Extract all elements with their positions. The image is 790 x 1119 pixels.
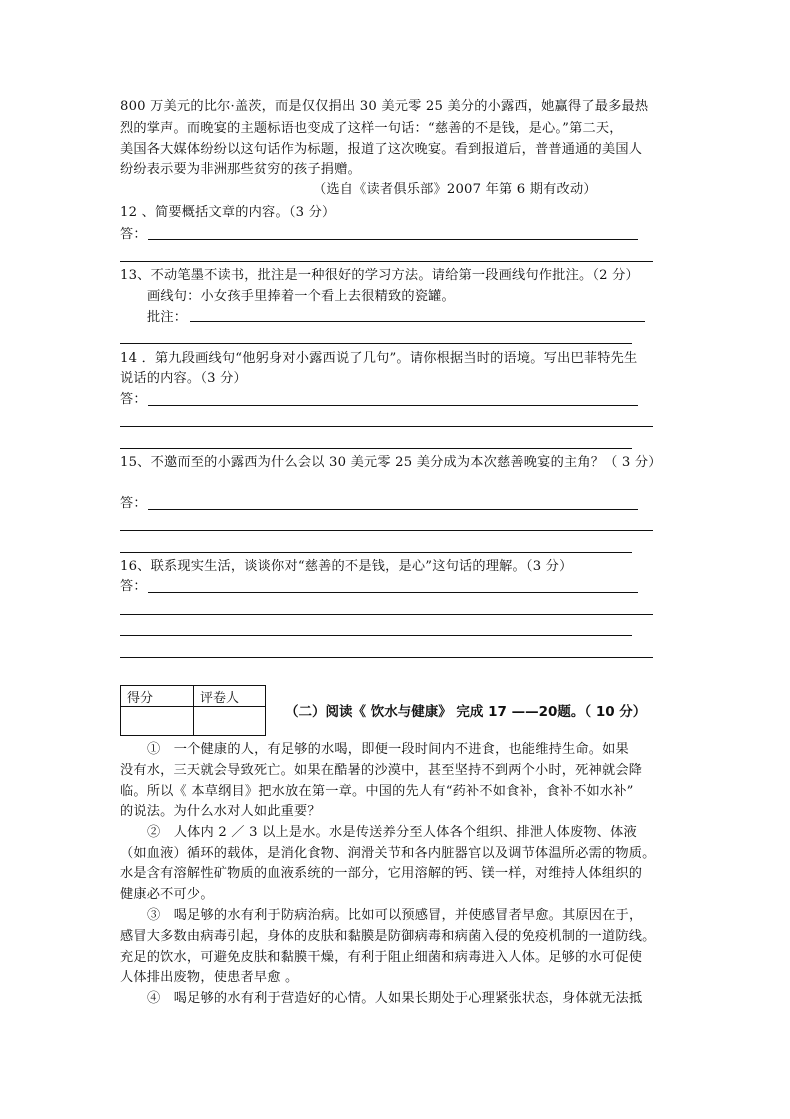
answer-line[interactable] — [120, 448, 632, 449]
answer-line[interactable] — [120, 530, 653, 531]
answer-label: 答： — [120, 227, 147, 242]
passage2-line: 临。所以《 本草纲目》把水放在第一章。中国的先人有“药补不如食补，食补不如水补” — [120, 784, 634, 799]
passage-line: 美国各大媒体纷纷以这句话作为标题，报道了这次晚宴。看到报道后，普普通通的美国人 — [120, 142, 643, 157]
passage2-line: ④ 喝足够的水有利于营造好的心情。人如果长期处于心理紧张状态，身体就无法抵 — [147, 991, 643, 1006]
answer-label: 答： — [120, 392, 147, 407]
answer-line[interactable] — [120, 343, 632, 344]
passage2-line: ① 一个健康的人，有足够的水喝，即便一段时间内不进食，也能维持生命。如果 — [147, 742, 629, 757]
question-15: 15、不邀而至的小露西为什么会以 30 美元零 25 美分成为本次慈善晚宴的主角？（ 3 分） — [120, 455, 662, 470]
answer-label: 答： — [120, 579, 147, 594]
answer-line[interactable] — [120, 614, 653, 615]
answer-line[interactable] — [148, 239, 638, 240]
answer-line[interactable] — [120, 426, 653, 427]
answer-line[interactable] — [148, 592, 638, 593]
answer-line[interactable] — [120, 635, 632, 636]
section-2-title: （二）阅读《 饮水与健康》 完成 17 ——20题。（ 10 分） — [285, 704, 647, 720]
passage2-line: ② 人体内 2 ／ 3 以上是水。水是传送养分至人体各个组织、排泄人体废物、体液 — [147, 825, 637, 840]
question-13: 13、不动笔墨不读书，批注是一种很好的学习方法。请给第一段画线句作批注。（2 分） — [120, 268, 639, 283]
passage-line: 烈的掌声。而晚宴的主题标语也变成了这样一句话：“慈善的不是钱，是心。”第二天， — [120, 121, 623, 136]
answer-label: 答： — [120, 496, 147, 511]
answer-line[interactable] — [148, 509, 638, 510]
grader-cell[interactable] — [194, 707, 266, 736]
passage2-line: 没有水，三天就会导致死亡。如果在酷暑的沙漠中，甚至坚持不到两个小时，死神就会降 — [120, 763, 643, 778]
answer-line[interactable] — [120, 261, 653, 262]
passage2-line: 健康必不可少。 — [120, 887, 214, 902]
passage2-line: 充足的饮水，可避免皮肤和黏膜干燥，有利于阻止细菌和病毒进入人体。足够的水可促使 — [120, 950, 643, 965]
source-note: （选自《读者俱乐部》2007 年第 6 期有改动） — [313, 182, 597, 197]
passage2-line: 的说法。为什么水对人如此重要？ — [120, 804, 321, 819]
question-16: 16、联系现实生活，谈谈你对“慈善的不是钱，是心”这句话的理解。（3 分） — [120, 559, 573, 574]
passage2-line: ③ 喝足够的水有利于防病治病。比如可以预感冒，并使感冒者早愈。其原因在于， — [147, 908, 643, 923]
question-14-cont: 说话的内容。（3 分） — [120, 371, 247, 386]
passage2-line: 感冒大多数由病毒引起，身体的皮肤和黏膜是防御病毒和病菌入侵的免疫机制的一道防线。 — [120, 929, 656, 944]
passage2-line: 人体排出废物，使患者早愈 。 — [120, 970, 299, 985]
passage-line: 800 万美元的比尔·盖茨，而是仅仅捐出 30 美元零 25 美分的小露西，她赢得了最多最热 — [120, 99, 649, 114]
annotation-label: 批注： — [147, 310, 188, 325]
underlined-sentence: 画线句：小女孩手里捧着一个看上去很精致的瓷罐。 — [147, 289, 455, 304]
answer-line[interactable] — [120, 657, 653, 658]
annotation-line[interactable] — [190, 321, 645, 322]
question-14: 14 ．第九段画线句“他躬身对小露西说了几句”。请你根据当时的语境。写出巴菲特先生 — [120, 351, 638, 366]
score-table — [120, 685, 266, 736]
answer-line[interactable] — [120, 552, 632, 553]
passage2-line: 水是含有溶解性矿物质的血液系统的一部分，它用溶解的钙、镁一样，对维持人体组织的 — [120, 866, 643, 881]
passage2-line: （如血液）循环的载体，是消化食物、润滑关节和各内脏器官以及调节体温所必需的物质。 — [120, 846, 656, 861]
score-header: 得分 — [121, 686, 194, 707]
answer-line[interactable] — [148, 405, 638, 406]
question-12: 12 、简要概括文章的内容。（3 分） — [120, 205, 336, 220]
grader-header: 评卷人 — [194, 686, 266, 707]
score-cell[interactable] — [121, 707, 194, 736]
passage-line: 纷纷表示要为非洲那些贫穷的孩子捐赠。 — [120, 162, 361, 177]
